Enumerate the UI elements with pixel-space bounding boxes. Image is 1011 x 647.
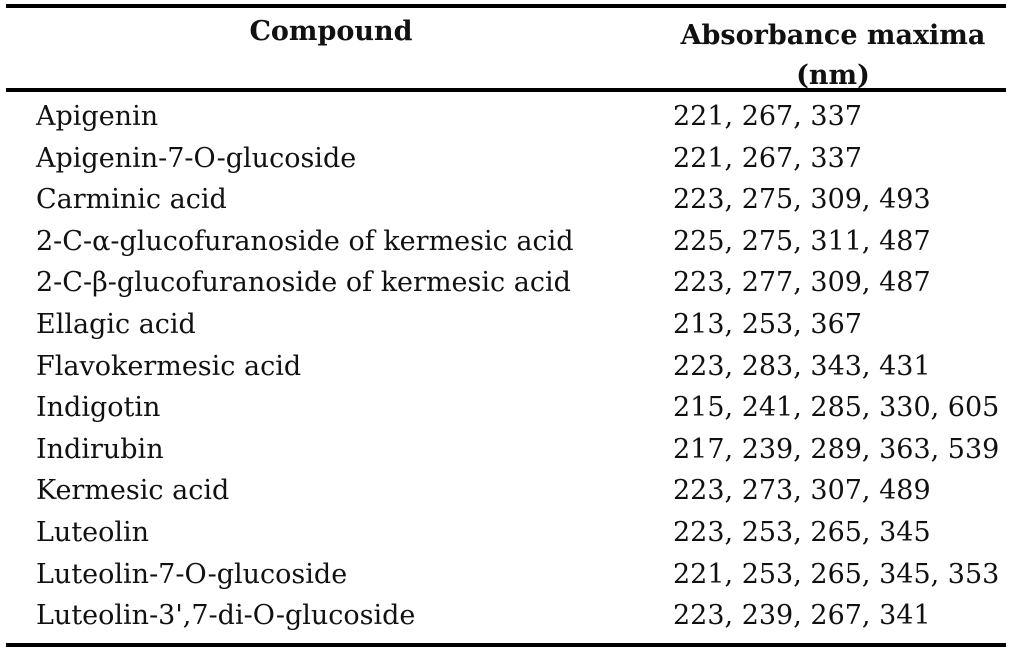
absorbance-cell: 223, 277, 309, 487 xyxy=(673,267,931,299)
absorbance-cell: 217, 239, 289, 363, 539 xyxy=(673,433,1000,465)
table-row xyxy=(6,595,1006,637)
header-absorbance-unit: (nm) xyxy=(796,60,870,91)
compound-cell: Luteolin-3',7-di-O-glucoside xyxy=(36,600,416,632)
compound-cell: Ellagic acid xyxy=(36,308,196,340)
absorbance-cell: 223, 253, 265, 345 xyxy=(673,516,931,548)
absorbance-cell: 223, 275, 309, 493 xyxy=(673,184,931,216)
table-row xyxy=(6,470,1006,512)
absorbance-cell: 223, 273, 307, 489 xyxy=(673,475,931,507)
table-row xyxy=(6,429,1006,471)
compound-cell: Flavokermesic acid xyxy=(36,350,302,382)
absorbance-cell: 221, 253, 265, 345, 353 xyxy=(673,558,1000,590)
absorbance-table xyxy=(6,4,1006,647)
table-row xyxy=(6,346,1006,388)
compound-cell: Indigotin xyxy=(36,392,161,424)
compound-cell: 2-C-α-glucofuranoside of kermesic acid xyxy=(36,225,574,257)
compound-cell: Luteolin-7-O-glucoside xyxy=(36,558,348,590)
table-row xyxy=(6,262,1006,304)
header-absorbance xyxy=(670,16,996,96)
table-body xyxy=(6,92,1006,643)
absorbance-cell: 221, 267, 337 xyxy=(673,101,862,132)
table-row xyxy=(6,179,1006,221)
compound-cell: Indirubin xyxy=(36,433,164,465)
compound-cell: Apigenin xyxy=(36,101,159,132)
absorbance-cell: 223, 283, 343, 431 xyxy=(673,350,931,382)
table-row xyxy=(6,387,1006,429)
table-row xyxy=(6,512,1006,554)
absorbance-cell: 225, 275, 311, 487 xyxy=(673,225,931,257)
compound-cell: Apigenin-7-O-glucoside xyxy=(36,142,357,174)
compound-cell: 2-C-β-glucofuranoside of kermesic acid xyxy=(36,267,571,299)
table-row xyxy=(6,304,1006,346)
absorbance-cell: 223, 239, 267, 341 xyxy=(673,600,931,632)
table-row xyxy=(6,221,1006,263)
absorbance-cell: 221, 267, 337 xyxy=(673,142,862,174)
compound-cell: Luteolin xyxy=(36,516,150,548)
header-compound: Compound xyxy=(249,16,413,47)
compound-cell: Carminic acid xyxy=(36,184,227,216)
table-row xyxy=(6,96,1006,138)
absorbance-cell: 213, 253, 367 xyxy=(673,308,862,340)
table-row xyxy=(6,138,1006,180)
header-absorbance-label: Absorbance maxima xyxy=(680,20,986,51)
compound-cell: Kermesic acid xyxy=(36,475,230,507)
absorbance-cell: 215, 241, 285, 330, 605 xyxy=(673,392,1000,424)
table-row xyxy=(6,554,1006,596)
table-header xyxy=(6,8,1006,92)
